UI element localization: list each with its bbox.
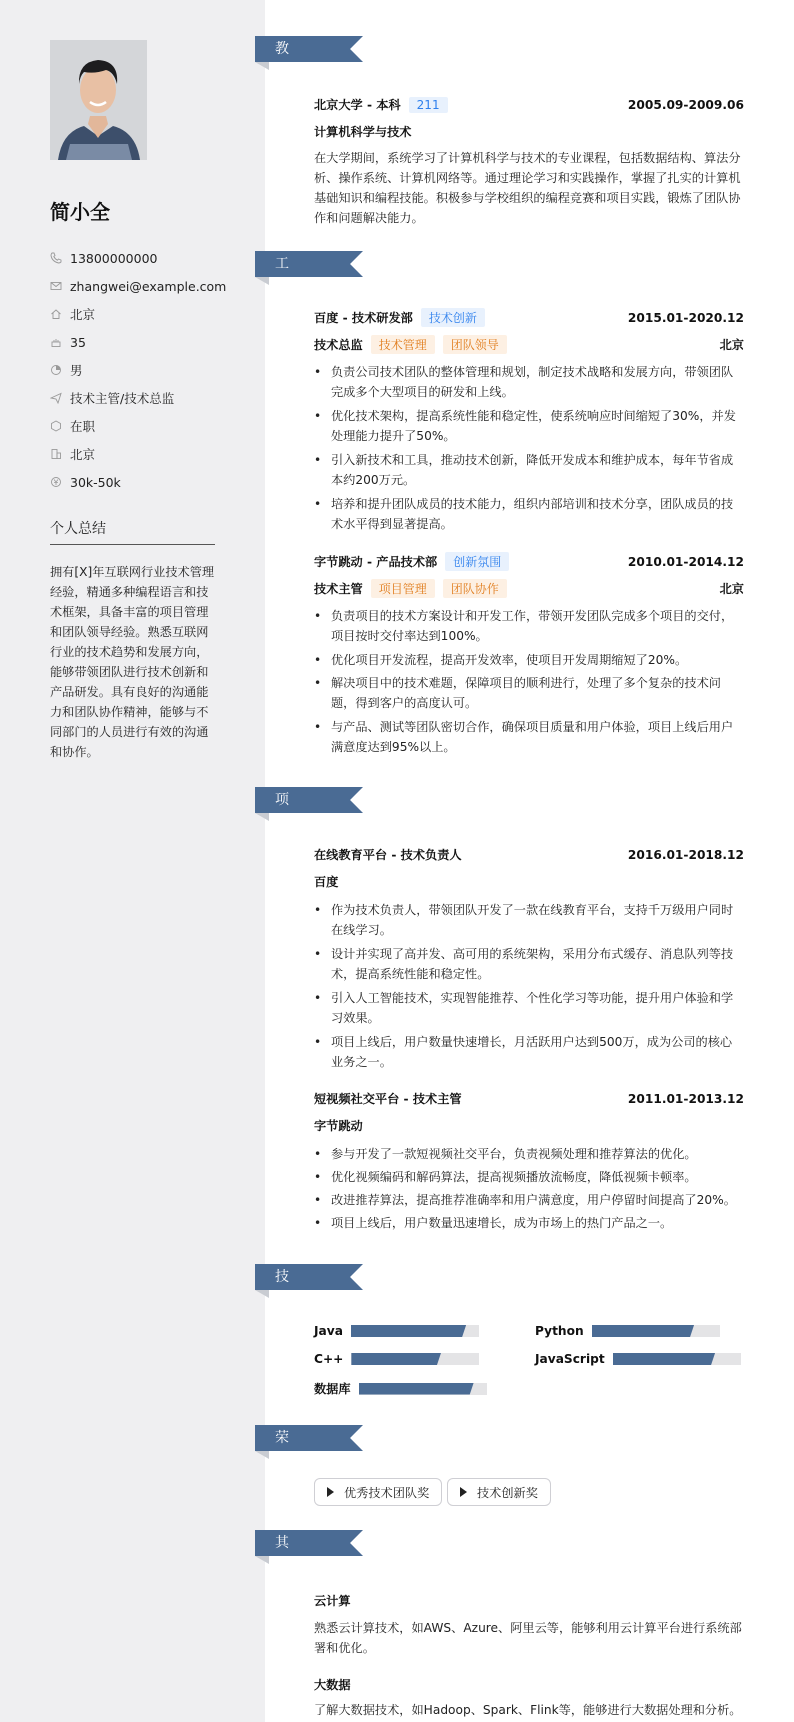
award-name: 技术创新奖 xyxy=(477,1485,538,1500)
list-item: • 参与开发了一款短视频社交平台，负责视频处理和推荐算法的优化。 xyxy=(314,1144,744,1164)
summary-text: 拥有[X]年互联网行业技术管理经验，精通多种编程语言和技术框架，具备丰富的项目管理和团队领导经验。熟悉互联网行业的技术趋势和发展方向，能够带领团队进行技术创新和产品研发。具有良好的沟通能力和团队协作精神，能够与不同部门的人员进行有效的沟通和协作。 xyxy=(50,565,215,759)
project-name: 在线教育平台 - 技术负责人 xyxy=(314,848,462,862)
info-text: 男 xyxy=(70,363,83,378)
skill-item xyxy=(314,1352,479,1366)
info-text: 北京 xyxy=(70,447,96,462)
salary-icon xyxy=(50,476,62,488)
education-header xyxy=(314,96,744,113)
work-date: 2010.01-2014.12 xyxy=(627,554,744,569)
work-city: 北京 xyxy=(719,582,744,596)
project-company: 百度 xyxy=(314,875,339,889)
school-name: 北京大学 - 本科 xyxy=(314,98,401,112)
play-icon xyxy=(327,1487,334,1497)
skill-name: Python xyxy=(535,1324,584,1338)
section-title: 荣誉奖项 xyxy=(275,1430,289,1524)
info-text: 30k-50k xyxy=(70,474,121,490)
skill-name: 数据库 xyxy=(314,1382,351,1396)
info-text: 13800000000 xyxy=(70,250,158,266)
skill-bar xyxy=(592,1325,720,1337)
company-name: 百度 - 技术研发部 xyxy=(314,311,413,325)
other-title: 大数据 xyxy=(314,1678,351,1692)
status-icon xyxy=(50,420,62,432)
info-text: 技术主管/技术总监 xyxy=(70,391,175,406)
cake-icon xyxy=(50,336,62,348)
list-item: • 项目上线后，用户数量快速增长，月活跃用户达到500万，成为公司的核心业务之一。 xyxy=(314,1032,744,1072)
info-email xyxy=(50,272,250,300)
job-tag: 团队领导 xyxy=(443,335,507,354)
company-tag: 技术创新 xyxy=(421,308,485,327)
list-item: • 负责公司技术团队的整体管理和规划，制定技术战略和发展方向，带领团队完成多个大型项目的研发和上线。 xyxy=(314,362,744,402)
project-name: 短视频社交平台 - 技术主管 xyxy=(314,1092,462,1106)
info-text: 在职 xyxy=(70,419,96,434)
education-desc: 在大学期间，系统学习了计算机科学与技术的专业课程，包括数据结构、算法分析、操作系统、计算机网络等。通过理论学习和实践操作，掌握了扎实的计算机基础知识和编程技能。积极参与学校组织的编程竞赛和项目实践，锻炼了团队协作和问题解决能力。 xyxy=(314,151,741,225)
list-item: • 培养和提升团队成员的技术能力，组织内部培训和技术分享，团队成员的技术水平得到显著提高。 xyxy=(314,494,744,534)
project-company-row xyxy=(314,1117,744,1134)
work-header xyxy=(314,308,744,327)
avatar xyxy=(50,40,147,160)
list-item: • 与产品、测试等团队密切合作，确保项目质量和用户体验，项目上线后用户满意度达到95%以上。 xyxy=(314,717,744,757)
skill-name: Java xyxy=(314,1324,343,1338)
list-item: • 引入人工智能技术，实现智能推荐、个性化学习等功能，提升用户体验和学习效果。 xyxy=(314,988,744,1028)
list-item: • 负责项目的技术方案设计和开发工作，带领开发团队完成多个项目的交付，项目按时交付率达到100%。 xyxy=(314,606,744,646)
work-city: 北京 xyxy=(719,338,744,352)
list-item: • 作为技术负责人，带领团队开发了一款在线教育平台，支持千万级用户同时在线学习。 xyxy=(314,900,744,940)
section-title: 技能专长 xyxy=(275,1269,289,1363)
info-status xyxy=(50,412,250,440)
building-icon xyxy=(50,448,62,460)
other-desc: 了解大数据技术，如Hadoop、Spark、Flink等，能够进行大数据处理和分析。 xyxy=(314,1703,742,1717)
job-tag: 项目管理 xyxy=(371,579,435,598)
other-title-row xyxy=(314,1676,744,1693)
project-date: 2016.01-2018.12 xyxy=(627,847,744,862)
education-major: 计算机科学与技术 xyxy=(314,125,412,139)
info-phone xyxy=(50,244,250,272)
summary-divider xyxy=(50,544,215,545)
section-title: 其他信息 xyxy=(275,1535,289,1629)
skill-item xyxy=(535,1324,720,1338)
work-header xyxy=(314,552,744,571)
list-item: • 设计并实现了高并发、高可用的系统架构，采用分布式缓存、消息队列等技术，提高系统性能和稳定性。 xyxy=(314,944,744,984)
award-name: 优秀技术团队奖 xyxy=(344,1485,430,1500)
work-title-row xyxy=(314,579,744,598)
skill-name: JavaScript xyxy=(535,1352,605,1366)
award-badge xyxy=(314,1478,442,1506)
job-tag: 团队协作 xyxy=(443,579,507,598)
play-icon xyxy=(460,1487,467,1497)
skill-bar-fill xyxy=(359,1383,474,1395)
education-major-row xyxy=(314,123,744,140)
info-text: zhangwei@example.com xyxy=(70,278,227,294)
home-icon xyxy=(50,308,62,320)
award-badge xyxy=(447,1478,551,1506)
other-desc: 熟悉云计算技术，如AWS、Azure、阿里云等，能够利用云计算平台进行系统部署和优化。 xyxy=(314,1621,742,1655)
phone-icon xyxy=(50,252,62,264)
other-title-row xyxy=(314,1592,744,1609)
project-header xyxy=(314,846,744,863)
skill-bar xyxy=(613,1353,741,1365)
skill-item xyxy=(314,1380,487,1397)
school-tag: 211 xyxy=(409,97,448,113)
job-tag: 技术管理 xyxy=(371,335,435,354)
skill-bar xyxy=(351,1353,479,1365)
summary-title: 个人总结 xyxy=(50,521,106,537)
project-company: 字节跳动 xyxy=(314,1119,363,1133)
info-text: 北京 xyxy=(70,307,96,322)
work-title-row xyxy=(314,335,744,354)
mail-icon xyxy=(50,280,62,292)
list-item: • 改进推荐算法，提高推荐准确率和用户满意度，用户停留时间提高了20%。 xyxy=(314,1190,744,1210)
list-item: • 解决项目中的技术难题，保障项目的顺利进行，处理了多个复杂的技术问题，得到客户的高度认可。 xyxy=(314,673,744,713)
sidebar xyxy=(0,0,265,1722)
company-tag: 创新氛围 xyxy=(445,552,509,571)
list-item: • 引入新技术和工具，推动技术创新，降低开发成本和维护成本，每年节省成本约200万元。 xyxy=(314,450,744,490)
section-title: 项目经历 xyxy=(275,792,289,886)
skill-bar-fill xyxy=(613,1353,715,1365)
candidate-name: 简小全 xyxy=(50,200,110,224)
info-city xyxy=(50,440,250,468)
info-text: 35 xyxy=(70,334,86,350)
skill-bar-fill xyxy=(592,1325,694,1337)
skill-item xyxy=(535,1352,741,1366)
project-company-row xyxy=(314,873,744,890)
other-title: 云计算 xyxy=(314,1594,351,1608)
info-location xyxy=(50,300,250,328)
info-gender xyxy=(50,356,250,384)
section-title: 工作经历 xyxy=(275,256,289,350)
list-item: • 项目上线后，用户数量迅速增长，成为市场上的热门产品之一。 xyxy=(314,1213,744,1233)
skill-bar-fill xyxy=(351,1325,466,1337)
skill-bar xyxy=(359,1383,487,1395)
contact-info-list xyxy=(50,244,250,496)
list-item: • 优化项目开发流程，提高开发效率，使项目开发周期缩短了20%。 xyxy=(314,650,744,670)
project-header xyxy=(314,1090,744,1107)
job-title: 技术主管 xyxy=(314,582,363,596)
skill-item xyxy=(314,1324,479,1338)
skill-bar-fill xyxy=(351,1353,441,1365)
list-item: • 优化技术架构，提高系统性能和稳定性，使系统响应时间缩短了30%，并发处理能力提升了50%。 xyxy=(314,406,744,446)
info-age xyxy=(50,328,250,356)
company-name: 字节跳动 - 产品技术部 xyxy=(314,555,438,569)
send-icon xyxy=(50,392,62,404)
list-item: • 优化视频编码和解码算法，提高视频播放流畅度，降低视频卡顿率。 xyxy=(314,1167,744,1187)
job-title: 技术总监 xyxy=(314,338,363,352)
project-date: 2011.01-2013.12 xyxy=(627,1091,744,1106)
education-date: 2005.09-2009.06 xyxy=(627,97,744,112)
skill-name: C++ xyxy=(314,1352,344,1366)
section-title: 教育经历 xyxy=(275,41,289,135)
info-position xyxy=(50,384,250,412)
info-salary xyxy=(50,468,250,496)
gender-icon xyxy=(50,364,62,376)
skill-bar xyxy=(351,1325,479,1337)
work-date: 2015.01-2020.12 xyxy=(627,310,744,325)
